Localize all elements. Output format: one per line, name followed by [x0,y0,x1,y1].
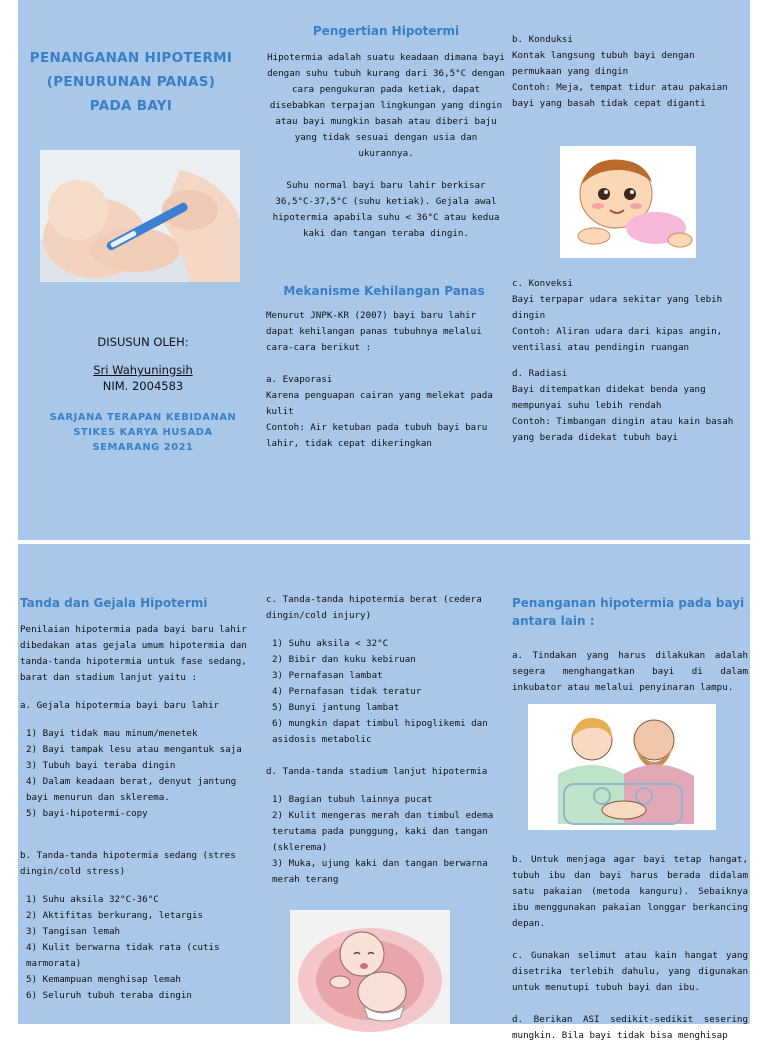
list-item: 3) Muka, ujung kaki dan tangan berwarna merah terang [272,858,488,885]
list-item: 6) mungkin dapat timbul hipoglikemi dan asidosis metabolic [272,718,488,745]
crawling-baby-illustration [560,146,696,258]
baby-thermometer-photo [40,150,240,282]
section-heading-pengertian: Pengertian Hipotermi [312,24,460,38]
konveksi-example: Contoh: Aliran udara dari kipas angin, ventilasi atau pendingin ruangan [512,326,723,353]
definition-paragraph: Hipotermia adalah suatu keadaan dimana bayi dengan suhu tubuh kurang dari 36,5°C dengan cara pengukuran pada ketiak, dapat disebabkan terpajan lingkungan yang dingin atau bayi mungkin basah atau diberi baju yang tidak sesuai dengan usia dan ukurannya. [267,52,505,159]
evaporasi-text: Karena penguapan cairan yang melekat pada kulit [266,390,493,417]
list-item: 2) Bibir dan kuku kebiruan [272,654,416,665]
treatment-d: d. Berikan ASI sedikit-sedikit sesering mungkin. Bila bayi tidak bisa menghisap [512,1014,748,1041]
treatment-b: b. Untuk menjaga agar bayi tetap hangat, tubuh ibu dan bayi harus berada didalam satu pakaian (metoda kanguru). Sebaiknya ibu menggunakan pakaian longgar berkancing depan. [512,854,748,929]
section-heading-mekanisme: Mekanisme Kehilangan Panas [283,284,485,298]
list-item: 5) Bunyi jantung lambat [272,702,400,713]
institution-text: SARJANA TERAPAN KEBIDANAN STIKES KARYA HUSADA SEMARANG 2021 [49,412,237,453]
list-item: 5) Kemampuan menghisap lemah [26,974,181,985]
treatment-c: c. Gunakan selimut atau kain hangat yang disetrika terlebih dahulu, yang digunakan untuk menutupi tubuh bayi dan ibu. [512,950,748,993]
signs-c-title: c. Tanda-tanda hipotermia berat (cedera dingin/cold injury) [266,594,482,621]
signs-d-title: d. Tanda-tanda stadium lanjut hipotermia [266,766,488,777]
konveksi-title: c. Konveksi [512,278,573,289]
cold-baby-illustration [290,910,450,1024]
list-item: 1) Bayi tidak mau minum/menetek [26,728,198,739]
list-item: 5) bayi-hipotermi-copy [26,808,148,819]
list-item: 2) Kulit mengeras merah dan timbul edema terutama pada punggung, kaki dan tangan (sklerema) [272,810,494,853]
list-item: 2) Aktifitas berkurang, letargis [26,910,204,921]
list-item: 3) Pernafasan lambat [272,670,383,681]
brochure-title: PENANGANAN HIPOTERMI (PENURUNAN PANAS) PADA BAYI [29,50,233,114]
mechanism-intro: Menurut JNPK-KR (2007) bayi baru lahir dapat kehilangan panas tubuhnya melalui cara-cara berikut : [266,310,482,353]
treatment-a: a. Tindakan yang harus dilakukan adalah segera menghangatkan bayi di dalam inkubator atau melalui penyinaran lampu. [512,650,748,693]
author-nim: NIM. 2004583 [102,379,184,393]
list-item: 1) Suhu aksila 32°C-36°C [26,894,159,905]
signs-b-title: b. Tanda-tanda hipotermia sedang (stres dingin/cold stress) [20,850,236,877]
list-item: 4) Dalam keadaan berat, denyut jantung bayi menurun dan sklerema. [26,776,237,803]
konveksi-text: Bayi terpapar udara sekitar yang lebih dingin [512,294,723,321]
konduksi-example: Contoh: Meja, tempat tidur atau pakaian bayi yang basah tidak cepat diganti [512,82,728,109]
radiasi-title: d. Radiasi [512,368,568,379]
konduksi-title: b. Konduksi [512,34,573,45]
author-name: Sri Wahyuningsih [93,363,193,377]
list-item: 3) Tangisan lemah [26,926,121,937]
list-item: 4) Pernafasan tidak teratur [272,686,422,697]
brochure-page-back [18,544,750,1041]
normal-temperature-paragraph: Suhu normal bayi baru lahir berkisar 36,5°C-37,5°C (suhu ketiak). Gejala awal hipotermia apabila suhu < 36°C atau kedua kaki dan tangan teraba dingin. [272,180,500,239]
list-item: 3) Tubuh bayi teraba dingin [26,760,176,771]
signs-intro: Penilaian hipotermia pada bayi baru lahir dibedakan atas gejala umum hipotermia dan tanda-tanda hipotermia untuk fase sedang, barat dan stadium lanjut yaitu : [20,624,247,683]
list-item: 6) Seluruh tubuh teraba dingin [26,990,192,1001]
list-item: 4) Kulit berwarna tidak rata (cutis marmorata) [26,942,220,969]
signs-a-title: a. Gejala hipotermia bayi baru lahir [20,700,220,711]
list-item: 2) Bayi tampak lesu atau mengantuk saja [26,744,242,755]
brochure-page-front [18,0,750,540]
radiasi-example: Contoh: Timbangan dingin atau kain basah yang berada didekat tubuh bayi [512,416,734,443]
evaporasi-title: a. Evaporasi [266,374,333,385]
incubator-parents-illustration [528,704,716,830]
list-item: 1) Bagian tubuh lainnya pucat [272,794,433,805]
konduksi-text: Kontak langsung tubuh bayi dengan permukaan yang dingin [512,50,695,77]
list-item: 1) Suhu aksila < 32°C [272,638,389,649]
section-heading-tanda-gejala: Tanda dan Gejala Hipotermi [20,596,208,610]
prepared-by-label: DISUSUN OLEH: [97,335,189,349]
section-heading-penanganan: Penanganan hipotermia pada bayi antara lain : [512,596,745,628]
evaporasi-example: Contoh: Air ketuban pada tubuh bayi baru lahir, tidak cepat dikeringkan [266,422,488,449]
radiasi-text: Bayi ditempatkan didekat benda yang mempunyai suhu lebih rendah [512,384,706,411]
